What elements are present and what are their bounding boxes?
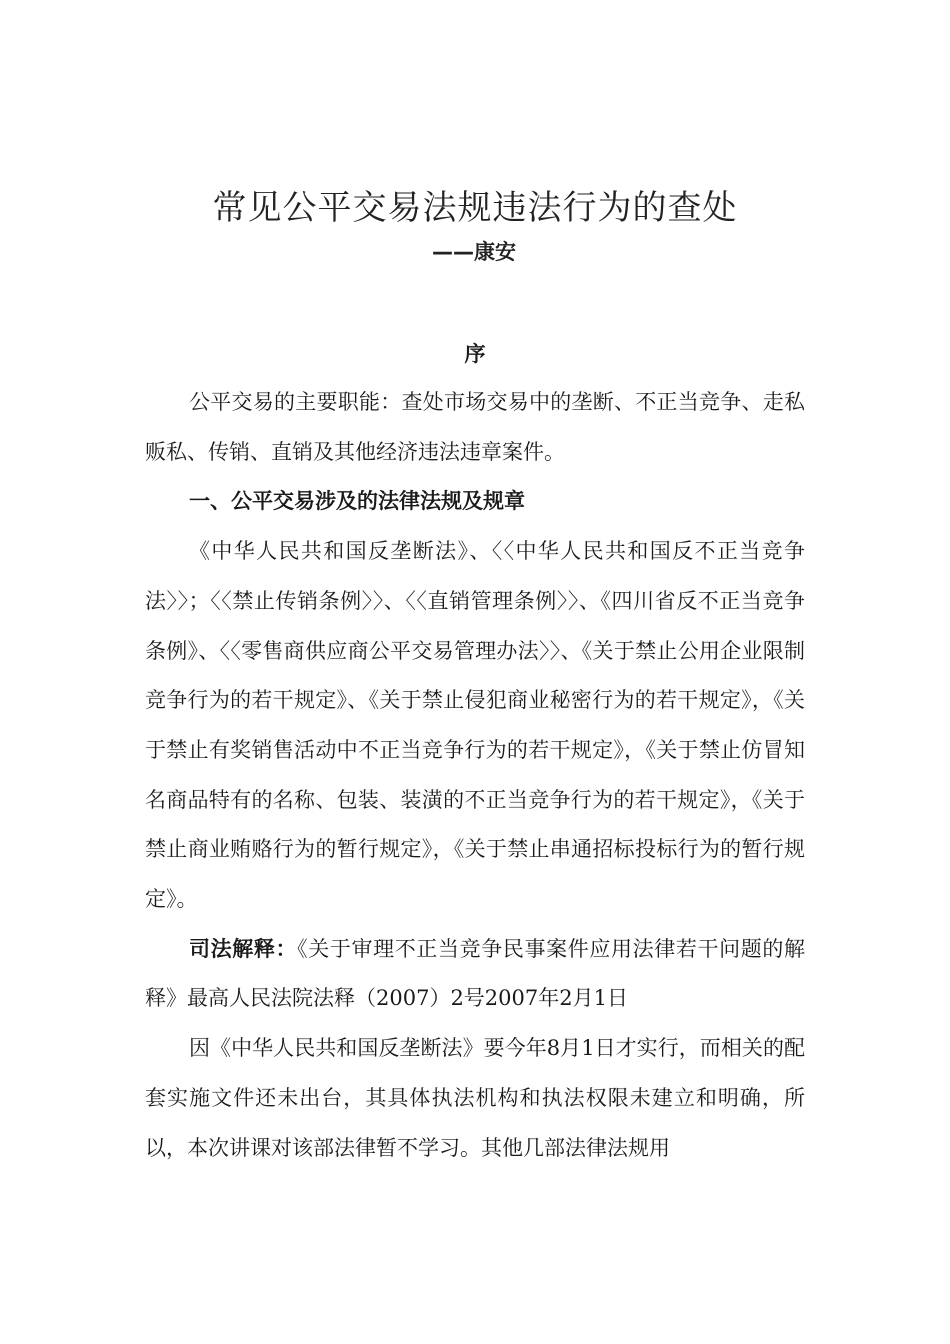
intro-paragraph: 公平交易的主要职能：查处市场交易中的垄断、不正当竞争、走私贩私、传销、直销及其他经济违法违章案件。 xyxy=(145,390,805,464)
judicial-text: 《关于审理不正当竞争民事案件应用法律若干问题的解释》最高人民法院法释（2007）2号2007年2月1日 xyxy=(145,936,805,1011)
laws-paragraph: 《中华人民共和国反垄断法》、〈〈中华人民共和国反不正当竞争法〉〉；〈〈禁止传销条例〉〉、〈〈直销管理条例〉〉、《四川省反不正当竞争条例》、〈〈零售商供应商公平交易管理办法〉〉、《关于禁止公用企业限制竞争行为的若干规定》、《关于禁止侵犯商业秘密行为的若干规定》，《关于禁止有奖销售活动中不正当竞争行为的若干规定》，《关于禁止仿冒知名商品特有的名称、包装、装潢的不正当竞争行为的若干规定》，《关于禁止商业贿赂行为的暂行规定》，《关于禁止串通招标投标行为的暂行规定》。 xyxy=(145,539,805,912)
preface-heading: 序 xyxy=(464,342,486,366)
judicial-paragraph xyxy=(145,925,805,1024)
judicial-label: 司法解释： xyxy=(189,936,298,961)
document-body xyxy=(145,378,805,1173)
document-author: ——康安 xyxy=(432,240,516,264)
document-title: 常见公平交易法规违法行为的查处 xyxy=(212,188,738,228)
section-heading: 一、公平交易涉及的法律法规及规章 xyxy=(189,489,525,514)
antimonopoly-paragraph: 因《中华人民共和国反垄断法》要今年8月1日才实行，而相关的配套实施文件还未出台，其具体执法机构和执法权限未建立和明确，所以，本次讲课对该部法律暂不学习。其他几部法律法规用 xyxy=(145,1036,805,1160)
